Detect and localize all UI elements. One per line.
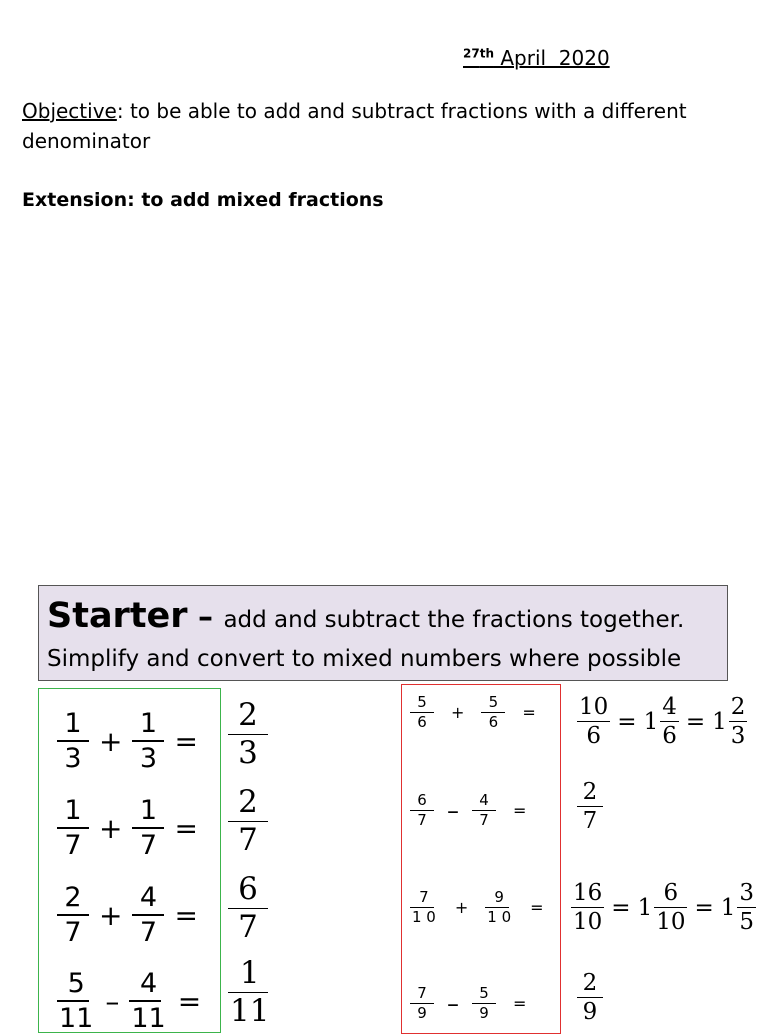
fraction xyxy=(132,797,164,859)
denominator: 7 xyxy=(479,811,489,829)
equals-sign: = xyxy=(617,709,637,735)
date-month-year: April 2020 xyxy=(493,46,610,70)
answer-fraction xyxy=(577,972,603,1024)
denominator: 7 xyxy=(238,822,258,858)
numerator: 4 xyxy=(139,882,158,913)
denominator: 9 xyxy=(479,1004,489,1022)
operator: – xyxy=(447,989,459,1018)
equals-sign: = xyxy=(174,724,198,758)
equals-sign: = xyxy=(174,898,198,932)
denominator: 9 xyxy=(417,1004,427,1022)
denominator: 6 xyxy=(586,723,601,749)
whole-number: 1 xyxy=(637,895,653,921)
left-answer-2 xyxy=(228,784,268,858)
answer-fraction xyxy=(228,955,271,1029)
right-answer-1 xyxy=(577,696,747,748)
left-answer-1 xyxy=(228,697,268,771)
denominator: 3 xyxy=(64,743,82,774)
fraction xyxy=(472,793,496,828)
starter-instruction-2: Simplify and convert to mixed numbers where possible xyxy=(47,646,682,672)
numerator: 2 xyxy=(238,784,258,820)
denominator: 7 xyxy=(238,909,258,945)
objective xyxy=(22,96,742,156)
denominator: 1 0 xyxy=(487,908,512,926)
equals-sign: = xyxy=(174,811,198,845)
denominator: 9 xyxy=(582,999,598,1025)
operator: + xyxy=(99,724,123,758)
numerator: 5 xyxy=(479,984,489,1002)
numerator: 2 xyxy=(238,697,258,733)
whole-number: 1 xyxy=(720,895,736,921)
equals-sign: = xyxy=(513,801,527,820)
denominator: 3 xyxy=(139,743,158,774)
numerator: 9 xyxy=(494,888,504,906)
lesson-date xyxy=(463,46,610,70)
denominator: 7 xyxy=(582,808,598,834)
date-day-suffix: th xyxy=(479,46,494,61)
equals-sign: = xyxy=(685,709,706,735)
fraction xyxy=(472,986,496,1021)
denominator: 3 xyxy=(238,735,258,771)
fraction xyxy=(410,986,434,1021)
answer-fraction xyxy=(729,696,748,748)
answer-fraction xyxy=(571,882,604,934)
objective-label: Objective xyxy=(22,99,117,123)
equals-sign: = xyxy=(694,895,714,921)
fraction xyxy=(410,695,434,730)
denominator: 7 xyxy=(139,917,158,948)
operator: + xyxy=(99,811,123,845)
operator: – xyxy=(105,984,120,1018)
denominator: 10 xyxy=(573,909,603,935)
denominator: 11 xyxy=(230,993,270,1029)
numerator: 1 xyxy=(139,708,158,739)
denominator: 7 xyxy=(64,830,82,861)
denominator: 1 0 xyxy=(412,908,436,926)
numerator: 6 xyxy=(663,880,679,906)
equals-sign: = xyxy=(177,984,202,1018)
numerator: 1 xyxy=(239,955,260,991)
fraction xyxy=(57,884,89,946)
right-answer-2 xyxy=(577,781,603,833)
denominator: 7 xyxy=(64,917,82,948)
operator: + xyxy=(99,898,123,932)
numerator: 7 xyxy=(419,888,429,906)
left-question-4 xyxy=(57,970,211,1032)
fraction xyxy=(132,710,164,772)
starter-title: Starter xyxy=(47,596,188,636)
equals-sign: = xyxy=(513,994,527,1013)
right-question-2 xyxy=(410,793,543,828)
left-question-3 xyxy=(57,884,208,946)
numerator: 16 xyxy=(573,880,603,906)
objective-text: : to be able to add and subtract fractions with a different denominator xyxy=(22,99,687,153)
right-question-1 xyxy=(410,695,553,730)
denominator: 10 xyxy=(656,909,686,935)
answer-fraction xyxy=(577,696,610,748)
right-questions-box xyxy=(401,684,561,1034)
operator: + xyxy=(454,898,469,917)
numerator: 4 xyxy=(139,968,158,999)
numerator: 7 xyxy=(417,984,427,1002)
fraction xyxy=(129,970,167,1032)
numerator: 5 xyxy=(67,968,85,999)
numerator: 10 xyxy=(579,694,609,720)
operator: + xyxy=(451,703,465,722)
numerator: 1 xyxy=(139,795,158,826)
starter-dash: – xyxy=(187,600,224,635)
numerator: 2 xyxy=(582,779,598,805)
fraction xyxy=(57,797,89,859)
fraction xyxy=(410,890,438,925)
fraction xyxy=(485,890,513,925)
numerator: 5 xyxy=(488,693,499,711)
left-answer-3 xyxy=(228,871,268,945)
fraction xyxy=(481,695,505,730)
numerator: 1 xyxy=(64,708,82,739)
left-question-2 xyxy=(57,797,208,859)
answer-fraction xyxy=(737,882,756,934)
equals-sign: = xyxy=(522,703,536,722)
denominator: 11 xyxy=(131,1003,166,1034)
operator: – xyxy=(447,796,459,825)
right-question-4 xyxy=(410,986,543,1021)
right-answer-3 xyxy=(571,882,756,934)
denominator: 7 xyxy=(139,830,158,861)
starter-instruction-1: add and subtract the fractions together. xyxy=(223,607,685,633)
numerator: 4 xyxy=(479,791,489,809)
denominator: 3 xyxy=(730,723,746,749)
extension-text: Extension: to add mixed fractions xyxy=(22,189,384,211)
answer-fraction xyxy=(228,697,268,771)
numerator: 4 xyxy=(662,694,677,720)
answer-fraction xyxy=(660,696,679,748)
denominator: 7 xyxy=(417,811,427,829)
numerator: 3 xyxy=(739,880,755,906)
right-question-3 xyxy=(410,890,561,925)
answer-fraction xyxy=(654,882,687,934)
numerator: 2 xyxy=(730,694,746,720)
equals-sign: = xyxy=(611,895,631,921)
denominator: 6 xyxy=(662,723,677,749)
left-answer-4 xyxy=(228,955,271,1029)
denominator: 6 xyxy=(488,713,499,731)
numerator: 2 xyxy=(64,882,82,913)
numerator: 1 xyxy=(64,795,82,826)
date-day xyxy=(463,46,494,60)
equals-sign: = xyxy=(530,898,544,917)
right-answer-4 xyxy=(577,972,603,1024)
date-day-number: 27 xyxy=(463,46,480,61)
left-question-1 xyxy=(57,710,208,772)
denominator: 11 xyxy=(59,1003,94,1034)
numerator: 5 xyxy=(417,693,427,711)
answer-fraction xyxy=(577,781,603,833)
denominator: 6 xyxy=(417,713,427,731)
denominator: 5 xyxy=(739,909,755,935)
fraction xyxy=(132,884,164,946)
starter-box xyxy=(38,585,728,681)
fraction xyxy=(57,710,89,772)
answer-fraction xyxy=(228,871,268,945)
whole-number: 1 xyxy=(712,709,727,735)
whole-number: 1 xyxy=(643,709,659,735)
numerator: 6 xyxy=(238,871,258,907)
fraction xyxy=(57,970,95,1032)
answer-fraction xyxy=(228,784,268,858)
numerator: 2 xyxy=(582,970,598,996)
fraction xyxy=(410,793,434,828)
numerator: 6 xyxy=(417,791,427,809)
